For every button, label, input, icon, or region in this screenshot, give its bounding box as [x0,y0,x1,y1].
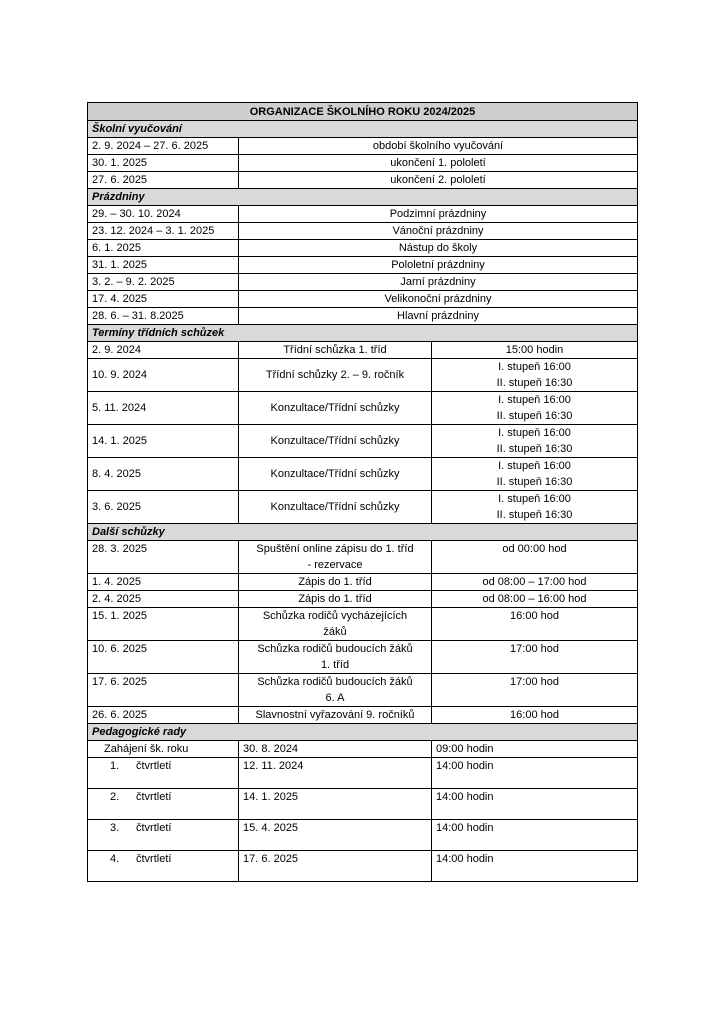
row-date: 15. 1. 2025 [88,608,239,641]
row-date: 6. 1. 2025 [88,240,239,257]
row-date: 10. 9. 2024 [88,359,239,392]
row-text: Jarní prázdniny [239,274,638,291]
table-row [88,342,638,359]
row-event [239,641,432,674]
table-row [88,758,638,789]
school-year-table [87,102,638,882]
table-row [88,707,638,724]
row-time: 14:00 hodin [432,789,638,820]
row-label [88,851,239,882]
event-line-1: Schůzka rodičů budoucích žáků [257,643,413,655]
table-row [88,308,638,325]
row-date: 17. 4. 2025 [88,291,239,308]
row-time: 15:00 hodin [432,342,638,359]
row-text: Vánoční prázdniny [239,223,638,240]
row-date: 1. 4. 2025 [88,574,239,591]
event-line-1: Schůzka rodičů budoucích žáků [257,676,413,688]
row-time [432,458,638,491]
table-row [88,674,638,707]
row-event: Slavnostní vyřazování 9. ročníků [239,707,432,724]
row-time [432,359,638,392]
quarter-number: 3. [110,822,120,834]
table-row [88,789,638,820]
row-label: Zahájení šk. roku [88,741,239,758]
table-title: ORGANIZACE ŠKOLNÍHO ROKU 2024/2025 [88,103,638,121]
table-row [88,392,638,425]
event-line-1: Schůzka rodičů vycházejících [262,610,408,622]
row-label [88,820,239,851]
table-row [88,491,638,524]
table-row [88,206,638,223]
row-text: ukončení 2. pololetí [239,172,638,189]
row-time: od 08:00 – 16:00 hod [432,591,638,608]
row-event: Zápis do 1. tříd [239,591,432,608]
row-date: 2. 9. 2024 [88,342,239,359]
row-time: 16:00 hod [432,707,638,724]
row-event [239,608,432,641]
table-row [88,591,638,608]
table-row [88,741,638,758]
row-date: 3. 6. 2025 [88,491,239,524]
time-second-grade: II. stupeň 16:30 [496,476,573,488]
event-line-2: 1. tříd [320,659,350,671]
table-row [88,851,638,882]
row-time: 17:00 hod [432,674,638,707]
row-time: 16:00 hod [432,608,638,641]
table-row [88,641,638,674]
row-text: Hlavní prázdniny [239,308,638,325]
row-date: 27. 6. 2025 [88,172,239,189]
quarter-label: čtvrtletí [136,853,172,865]
row-label [88,789,239,820]
row-text: Podzimní prázdniny [239,206,638,223]
table-row [88,608,638,641]
event-line-1: Spuštění online zápisu do 1. tříd [256,543,414,555]
row-event: Konzultace/Třídní schůzky [239,458,432,491]
row-date: 31. 1. 2025 [88,257,239,274]
row-event [239,674,432,707]
row-time: 09:00 hodin [432,741,638,758]
time-second-grade: II. stupeň 16:30 [496,410,573,422]
row-date: 3. 2. – 9. 2. 2025 [88,274,239,291]
time-second-grade: II. stupeň 16:30 [496,509,573,521]
row-time: 14:00 hodin [432,851,638,882]
row-text: Pololetní prázdniny [239,257,638,274]
section-heading-vyucovani: Školní vyučování [88,121,638,138]
row-date: 28. 3. 2025 [88,541,239,574]
table-row [88,820,638,851]
row-date: 17. 6. 2025 [239,851,432,882]
table-row [88,541,638,574]
row-event: Třídní schůzky 2. – 9. ročník [239,359,432,392]
quarter-label: čtvrtletí [136,822,172,834]
row-event [239,541,432,574]
table-row [88,458,638,491]
row-date: 23. 12. 2024 – 3. 1. 2025 [88,223,239,240]
event-line-2: žáků [323,626,347,638]
row-text: Velikonoční prázdniny [239,291,638,308]
school-year-table-body [88,103,638,882]
table-row [88,425,638,458]
section-heading-prazdniny: Prázdniny [88,189,638,206]
row-date: 26. 6. 2025 [88,707,239,724]
row-date: 15. 4. 2025 [239,820,432,851]
row-time: od 00:00 hod [432,541,638,574]
section-heading-dalsi: Další schůzky [88,524,638,541]
row-time [432,491,638,524]
row-date: 2. 9. 2024 – 27. 6. 2025 [88,138,239,155]
row-date: 8. 4. 2025 [88,458,239,491]
time-first-grade: I. stupeň 16:00 [498,427,571,439]
row-date: 29. – 30. 10. 2024 [88,206,239,223]
time-first-grade: I. stupeň 16:00 [498,361,571,373]
row-date: 30. 8. 2024 [239,741,432,758]
table-row [88,291,638,308]
row-date: 17. 6. 2025 [88,674,239,707]
table-row [88,155,638,172]
row-event: Konzultace/Třídní schůzky [239,392,432,425]
quarter-label: čtvrtletí [136,791,172,803]
row-event: Třídní schůzka 1. tříd [239,342,432,359]
row-time: 17:00 hod [432,641,638,674]
section-heading-rady: Pedagogické rady [88,724,638,741]
row-date: 5. 11. 2024 [88,392,239,425]
table-row [88,240,638,257]
time-first-grade: I. stupeň 16:00 [498,493,571,505]
row-time: 14:00 hodin [432,820,638,851]
row-time [432,425,638,458]
time-first-grade: I. stupeň 16:00 [498,460,571,472]
row-time [432,392,638,425]
row-text: období školního vyučování [239,138,638,155]
row-time: od 08:00 – 17:00 hod [432,574,638,591]
row-date: 30. 1. 2025 [88,155,239,172]
quarter-number: 1. [110,760,120,772]
table-row [88,359,638,392]
table-row [88,574,638,591]
row-time: 14:00 hodin [432,758,638,789]
row-event: Zápis do 1. tříd [239,574,432,591]
event-line-2: - rezervace [307,559,363,571]
quarter-number: 4. [110,853,120,865]
row-date: 10. 6. 2025 [88,641,239,674]
row-date: 14. 1. 2025 [239,789,432,820]
row-label [88,758,239,789]
row-text: Nástup do školy [239,240,638,257]
section-heading-tridni: Termíny třídních schůzek [88,325,638,342]
table-row [88,274,638,291]
row-event: Konzultace/Třídní schůzky [239,425,432,458]
table-row [88,257,638,274]
time-second-grade: II. stupeň 16:30 [496,443,573,455]
time-first-grade: I. stupeň 16:00 [498,394,571,406]
event-line-2: 6. A [325,692,345,704]
row-date: 28. 6. – 31. 8.2025 [88,308,239,325]
quarter-label: čtvrtletí [136,760,172,772]
table-row [88,223,638,240]
row-date: 2. 4. 2025 [88,591,239,608]
quarter-number: 2. [110,791,120,803]
row-event: Konzultace/Třídní schůzky [239,491,432,524]
time-second-grade: II. stupeň 16:30 [496,377,573,389]
row-text: ukončení 1. pololetí [239,155,638,172]
table-row [88,172,638,189]
row-date: 12. 11. 2024 [239,758,432,789]
row-date: 14. 1. 2025 [88,425,239,458]
table-row [88,138,638,155]
